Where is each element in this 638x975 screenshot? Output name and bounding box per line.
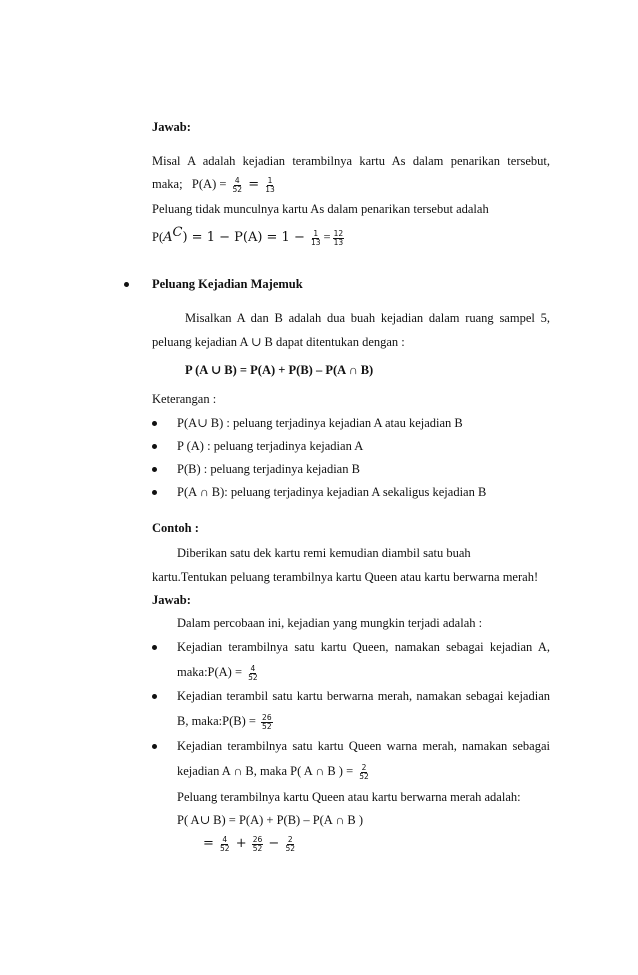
text: B, maka:P(B) = [177, 714, 256, 728]
fraction [261, 714, 273, 731]
math-expr: ) = 1 − P(A) = 1 − [182, 230, 305, 246]
text: maka; [152, 177, 183, 191]
bullet-icon [152, 467, 157, 472]
plus-sign: + [235, 836, 247, 851]
equals-sign: = [323, 230, 331, 245]
list-item: Kejadian terambil satu kartu berwarna merah, namakan sebagai kejadian [177, 689, 550, 703]
paragraph-line: Peluang tidak munculnya kartu As dalam penarikan tersebut adalah [152, 202, 489, 216]
fraction-numerator: 2 [361, 762, 367, 772]
paragraph-line: Misalkan A dan B adalah dua buah kejadian dalam ruang sampel 5, [185, 311, 550, 325]
probability-line [177, 664, 261, 682]
list-item: P(A ∩ B): peluang terjadinya kejadian A sekaligus kejadian B [177, 485, 487, 499]
fraction-denominator: 52 [248, 672, 258, 682]
fraction [232, 177, 244, 194]
fraction-numerator: 4 [234, 175, 240, 185]
equals-sign: = [248, 177, 260, 192]
bullet-icon [152, 744, 157, 749]
math-sup: C [172, 225, 183, 240]
section-heading: Peluang Kejadian Majemuk [152, 277, 303, 291]
fraction-numerator: 12 [333, 228, 344, 238]
formula-line: P( A∪ B) = P(A) + P(B) – P(A ∩ B ) [177, 813, 364, 827]
fraction-denominator: 52 [232, 184, 243, 194]
fraction-denominator: 52 [262, 721, 272, 731]
paragraph-line: Dalam percobaan ini, kejadian yang mungkin terjadi adalah : [177, 616, 483, 630]
fraction-denominator: 52 [359, 771, 369, 781]
bullet-icon [152, 421, 157, 426]
keterangan-label: Keterangan : [152, 392, 217, 406]
fraction [252, 836, 264, 853]
paragraph-line: Peluang terambilnya kartu Queen atau kartu berwarna merah adalah: [177, 790, 521, 804]
fraction-numerator: 26 [262, 712, 272, 722]
fraction-denominator: 13 [310, 237, 321, 247]
bullet-icon [152, 490, 157, 495]
list-item: P (A) : peluang terjadinya kejadian A [177, 439, 364, 453]
list-item: Kejadian terambilnya satu kartu Queen warna merah, namakan sebagai [177, 739, 550, 753]
formula: P (A ∪ B) = P(A) + P(B) – P(A ∩ B) [185, 363, 374, 377]
probability-line [177, 713, 275, 731]
jawab-heading: Jawab: [152, 593, 191, 607]
fraction [284, 836, 296, 853]
math-var: A [163, 230, 173, 246]
paragraph-line: peluang kejadian A ∪ B dapat ditentukan dengan : [152, 335, 405, 349]
probability-line [152, 176, 278, 194]
fraction [219, 836, 231, 853]
bullet-icon [152, 694, 157, 699]
fraction-denominator: 52 [252, 843, 263, 853]
fraction-numerator: 4 [222, 834, 228, 844]
fraction-denominator: 52 [285, 843, 295, 853]
bullet-icon [152, 645, 157, 650]
probability-line [177, 763, 372, 781]
fraction-denominator: 13 [333, 237, 344, 247]
fraction [310, 230, 322, 247]
fraction-numerator: 2 [287, 834, 293, 844]
complement-line [152, 225, 346, 247]
fraction-denominator: 52 [220, 843, 230, 853]
jawab-heading: Jawab: [152, 120, 191, 134]
fraction-numerator: 4 [250, 663, 256, 673]
equals-sign: = [203, 836, 214, 851]
bullet-icon [124, 282, 129, 287]
fraction [247, 665, 259, 682]
fraction [358, 764, 370, 781]
fraction-numerator: 1 [313, 228, 319, 238]
fraction [264, 177, 276, 194]
list-item: P(A∪ B) : peluang terjadinya kejadian A atau kejadian B [177, 416, 463, 430]
list-item: Kejadian terambilnya satu kartu Queen, namakan sebagai kejadian A, [177, 640, 550, 654]
calculation-line [203, 835, 298, 853]
list-item: P(B) : peluang terjadinya kejadian B [177, 462, 360, 476]
bullet-icon [152, 444, 157, 449]
paragraph-line: Misal A adalah kejadian terambilnya kartu As dalam penarikan tersebut, [152, 154, 550, 168]
paragraph-line: kartu.Tentukan peluang terambilnya kartu Queen atau kartu berwarna merah! [152, 570, 539, 584]
fraction-numerator: 26 [252, 834, 263, 844]
fraction [333, 230, 345, 247]
minus-sign: − [268, 836, 280, 851]
text: maka:P(A) = [177, 665, 243, 679]
text: P( [152, 230, 164, 245]
text: kejadian A ∩ B, maka P( A ∩ B ) = [177, 764, 354, 778]
contoh-heading: Contoh : [152, 521, 199, 535]
paragraph-line: Diberikan satu dek kartu remi kemudian diambil satu buah [177, 546, 471, 560]
fraction-numerator: 1 [267, 175, 273, 185]
fraction-denominator: 13 [265, 184, 275, 194]
text: P(A) = [191, 177, 227, 191]
